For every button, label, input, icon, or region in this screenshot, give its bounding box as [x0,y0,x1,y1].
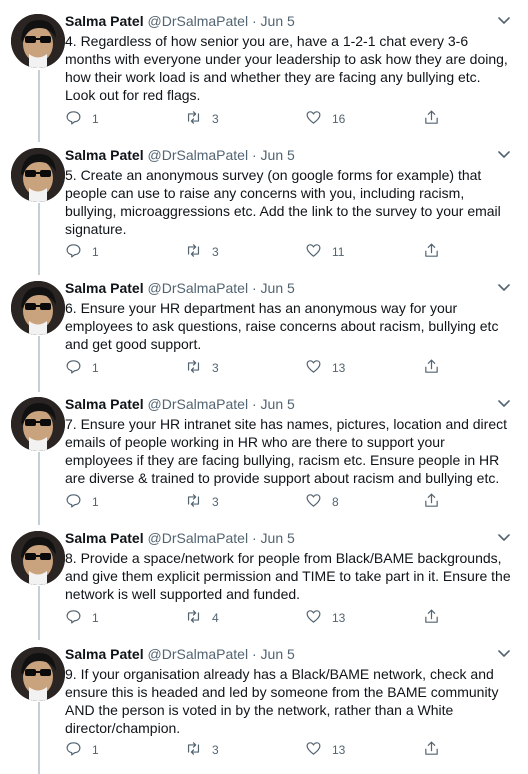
author-handle[interactable]: @DrSalmaPatel [147,147,249,163]
tweet-text: 6. Ensure your HR department has an anonymous way for your employees to ask questions, raise concerns about racism, bullying etc and get good support. [65,300,503,352]
tweet-actions [65,110,505,128]
like-button[interactable] [305,110,345,128]
share-icon [423,608,440,628]
avatar[interactable] [11,397,65,451]
retweet-count: 3 [212,495,219,509]
tweet-date[interactable]: Jun 5 [260,530,295,546]
reply-count: 1 [92,245,99,259]
author-handle[interactable]: @DrSalmaPatel [147,646,249,662]
tweet-text: 8. Provide a space/network for people from Black/BAME backgrounds, and give them explicit permission and TIME to take part in it. Ensure the network is well supported and funded. [65,550,515,602]
reply-icon [65,740,82,760]
chevron-down-icon[interactable] [494,645,514,663]
tweet-header [65,529,514,547]
author-name[interactable]: Salma Patel [65,147,144,163]
tweet-header [65,395,514,413]
reply-button[interactable] [65,110,99,128]
tweet-text: 5. Create an anonymous survey (on google forms for example) that people can use to raise any concerns with you, including racism, bullying, microaggressions etc. Add the link to the survey to your email signature. [65,167,505,237]
author-name[interactable]: Salma Patel [65,280,144,296]
share-icon [423,492,440,512]
separator-dot: · [251,280,257,296]
reply-icon [65,358,82,378]
share-icon [423,358,440,378]
reply-icon [65,242,82,262]
separator-dot: · [251,530,257,546]
separator-dot: · [251,646,257,662]
like-count: 13 [332,361,346,375]
like-count: 16 [332,112,346,126]
author-name[interactable]: Salma Patel [65,396,144,412]
tweet-date[interactable]: Jun 5 [260,396,295,412]
separator-dot: · [251,13,257,29]
like-count: 8 [332,495,339,509]
tweet[interactable] [0,134,528,267]
chevron-down-icon[interactable] [494,395,514,413]
chevron-down-icon[interactable] [494,12,514,30]
share-button[interactable] [423,110,440,128]
share-button[interactable] [423,493,440,511]
retweet-count: 3 [212,743,219,757]
reply-icon [65,608,82,628]
like-button[interactable] [305,493,339,511]
like-button[interactable] [305,359,345,377]
tweet-text: 9. If your organisation already has a Black/BAME network, check and ensure this is headed and led by someone from the BAME community AND the person is voted in by the network, rather than a White director/champion. [65,666,502,736]
tweet-actions [65,243,505,261]
like-count: 13 [332,611,346,625]
retweet-button[interactable] [185,359,219,377]
tweet-header [65,279,514,297]
heart-icon [305,109,322,129]
separator-dot: · [251,396,257,412]
author-handle[interactable]: @DrSalmaPatel [147,396,249,412]
retweet-button[interactable] [185,243,219,261]
chevron-down-icon[interactable] [494,529,514,547]
reply-button[interactable] [65,243,99,261]
avatar[interactable] [11,14,65,68]
retweet-icon [185,109,202,129]
reply-button[interactable] [65,609,99,627]
retweet-icon [185,740,202,760]
heart-icon [305,740,322,760]
tweet-text: 4. Regardless of how senior you are, have a 1-2-1 chat every 3-6 months with everyone under your leadership to ask how they are doing, how their work load is and whether they are facing any bullying etc. Look out for red flags. [65,33,512,103]
retweet-icon [185,358,202,378]
like-button[interactable] [305,741,345,759]
tweet-actions [65,609,505,627]
like-count: 11 [332,245,345,259]
retweet-button[interactable] [185,609,219,627]
avatar[interactable] [11,281,65,335]
author-name[interactable]: Salma Patel [65,646,144,662]
author-handle[interactable]: @DrSalmaPatel [147,280,249,296]
reply-count: 1 [92,495,99,509]
retweet-button[interactable] [185,493,219,511]
reply-count: 1 [92,112,99,126]
retweet-icon [185,492,202,512]
share-icon [423,242,440,262]
heart-icon [305,358,322,378]
tweet-date[interactable]: Jun 5 [260,646,295,662]
avatar[interactable] [11,647,65,701]
tweet-actions [65,359,505,377]
retweet-count: 4 [212,611,219,625]
author-name[interactable]: Salma Patel [65,530,144,546]
retweet-count: 3 [212,112,219,126]
share-button[interactable] [423,359,440,377]
tweet-actions [65,493,505,511]
tweet[interactable] [0,517,528,633]
like-count: 13 [332,743,346,757]
retweet-count: 3 [212,361,219,375]
retweet-button[interactable] [185,110,219,128]
tweet-header [65,645,514,663]
reply-icon [65,492,82,512]
author-name[interactable]: Salma Patel [65,13,144,29]
tweet-text: 7. Ensure your HR intranet site has names, pictures, location and direct emails of people working in HR who are there to support your employees if they are facing bullying, racism etc. Ensure people in HR are diverse & trained to provide support about racism and bullying etc. [65,416,511,486]
tweet-date[interactable]: Jun 5 [260,13,295,29]
reply-count: 1 [92,611,99,625]
tweet-actions [65,741,505,759]
heart-icon [305,608,322,628]
heart-icon [305,492,322,512]
tweet[interactable] [0,0,528,134]
avatar[interactable] [11,148,65,202]
share-button[interactable] [423,741,440,759]
chevron-down-icon[interactable] [494,146,514,164]
reply-count: 1 [92,361,99,375]
retweet-count: 3 [212,245,219,259]
reply-count: 1 [92,743,99,757]
reply-button[interactable] [65,359,99,377]
share-button[interactable] [423,243,440,261]
author-handle[interactable]: @DrSalmaPatel [147,530,249,546]
avatar[interactable] [11,531,65,585]
tweet-header [65,12,514,30]
tweet-date[interactable]: Jun 5 [260,147,295,163]
share-icon [423,740,440,760]
reply-button[interactable] [65,741,99,759]
tweet[interactable] [0,383,528,517]
retweet-icon [185,608,202,628]
tweet-header [65,146,514,164]
chevron-down-icon[interactable] [494,279,514,297]
share-icon [423,109,440,129]
share-button[interactable] [423,609,440,627]
retweet-icon [185,242,202,262]
like-button[interactable] [305,609,345,627]
heart-icon [305,242,322,262]
tweet-date[interactable]: Jun 5 [260,280,295,296]
like-button[interactable] [305,243,344,261]
reply-button[interactable] [65,493,99,511]
tweet[interactable] [0,267,528,383]
reply-icon [65,109,82,129]
separator-dot: · [251,147,257,163]
retweet-button[interactable] [185,741,219,759]
author-handle[interactable]: @DrSalmaPatel [147,13,249,29]
tweet[interactable] [0,633,528,774]
